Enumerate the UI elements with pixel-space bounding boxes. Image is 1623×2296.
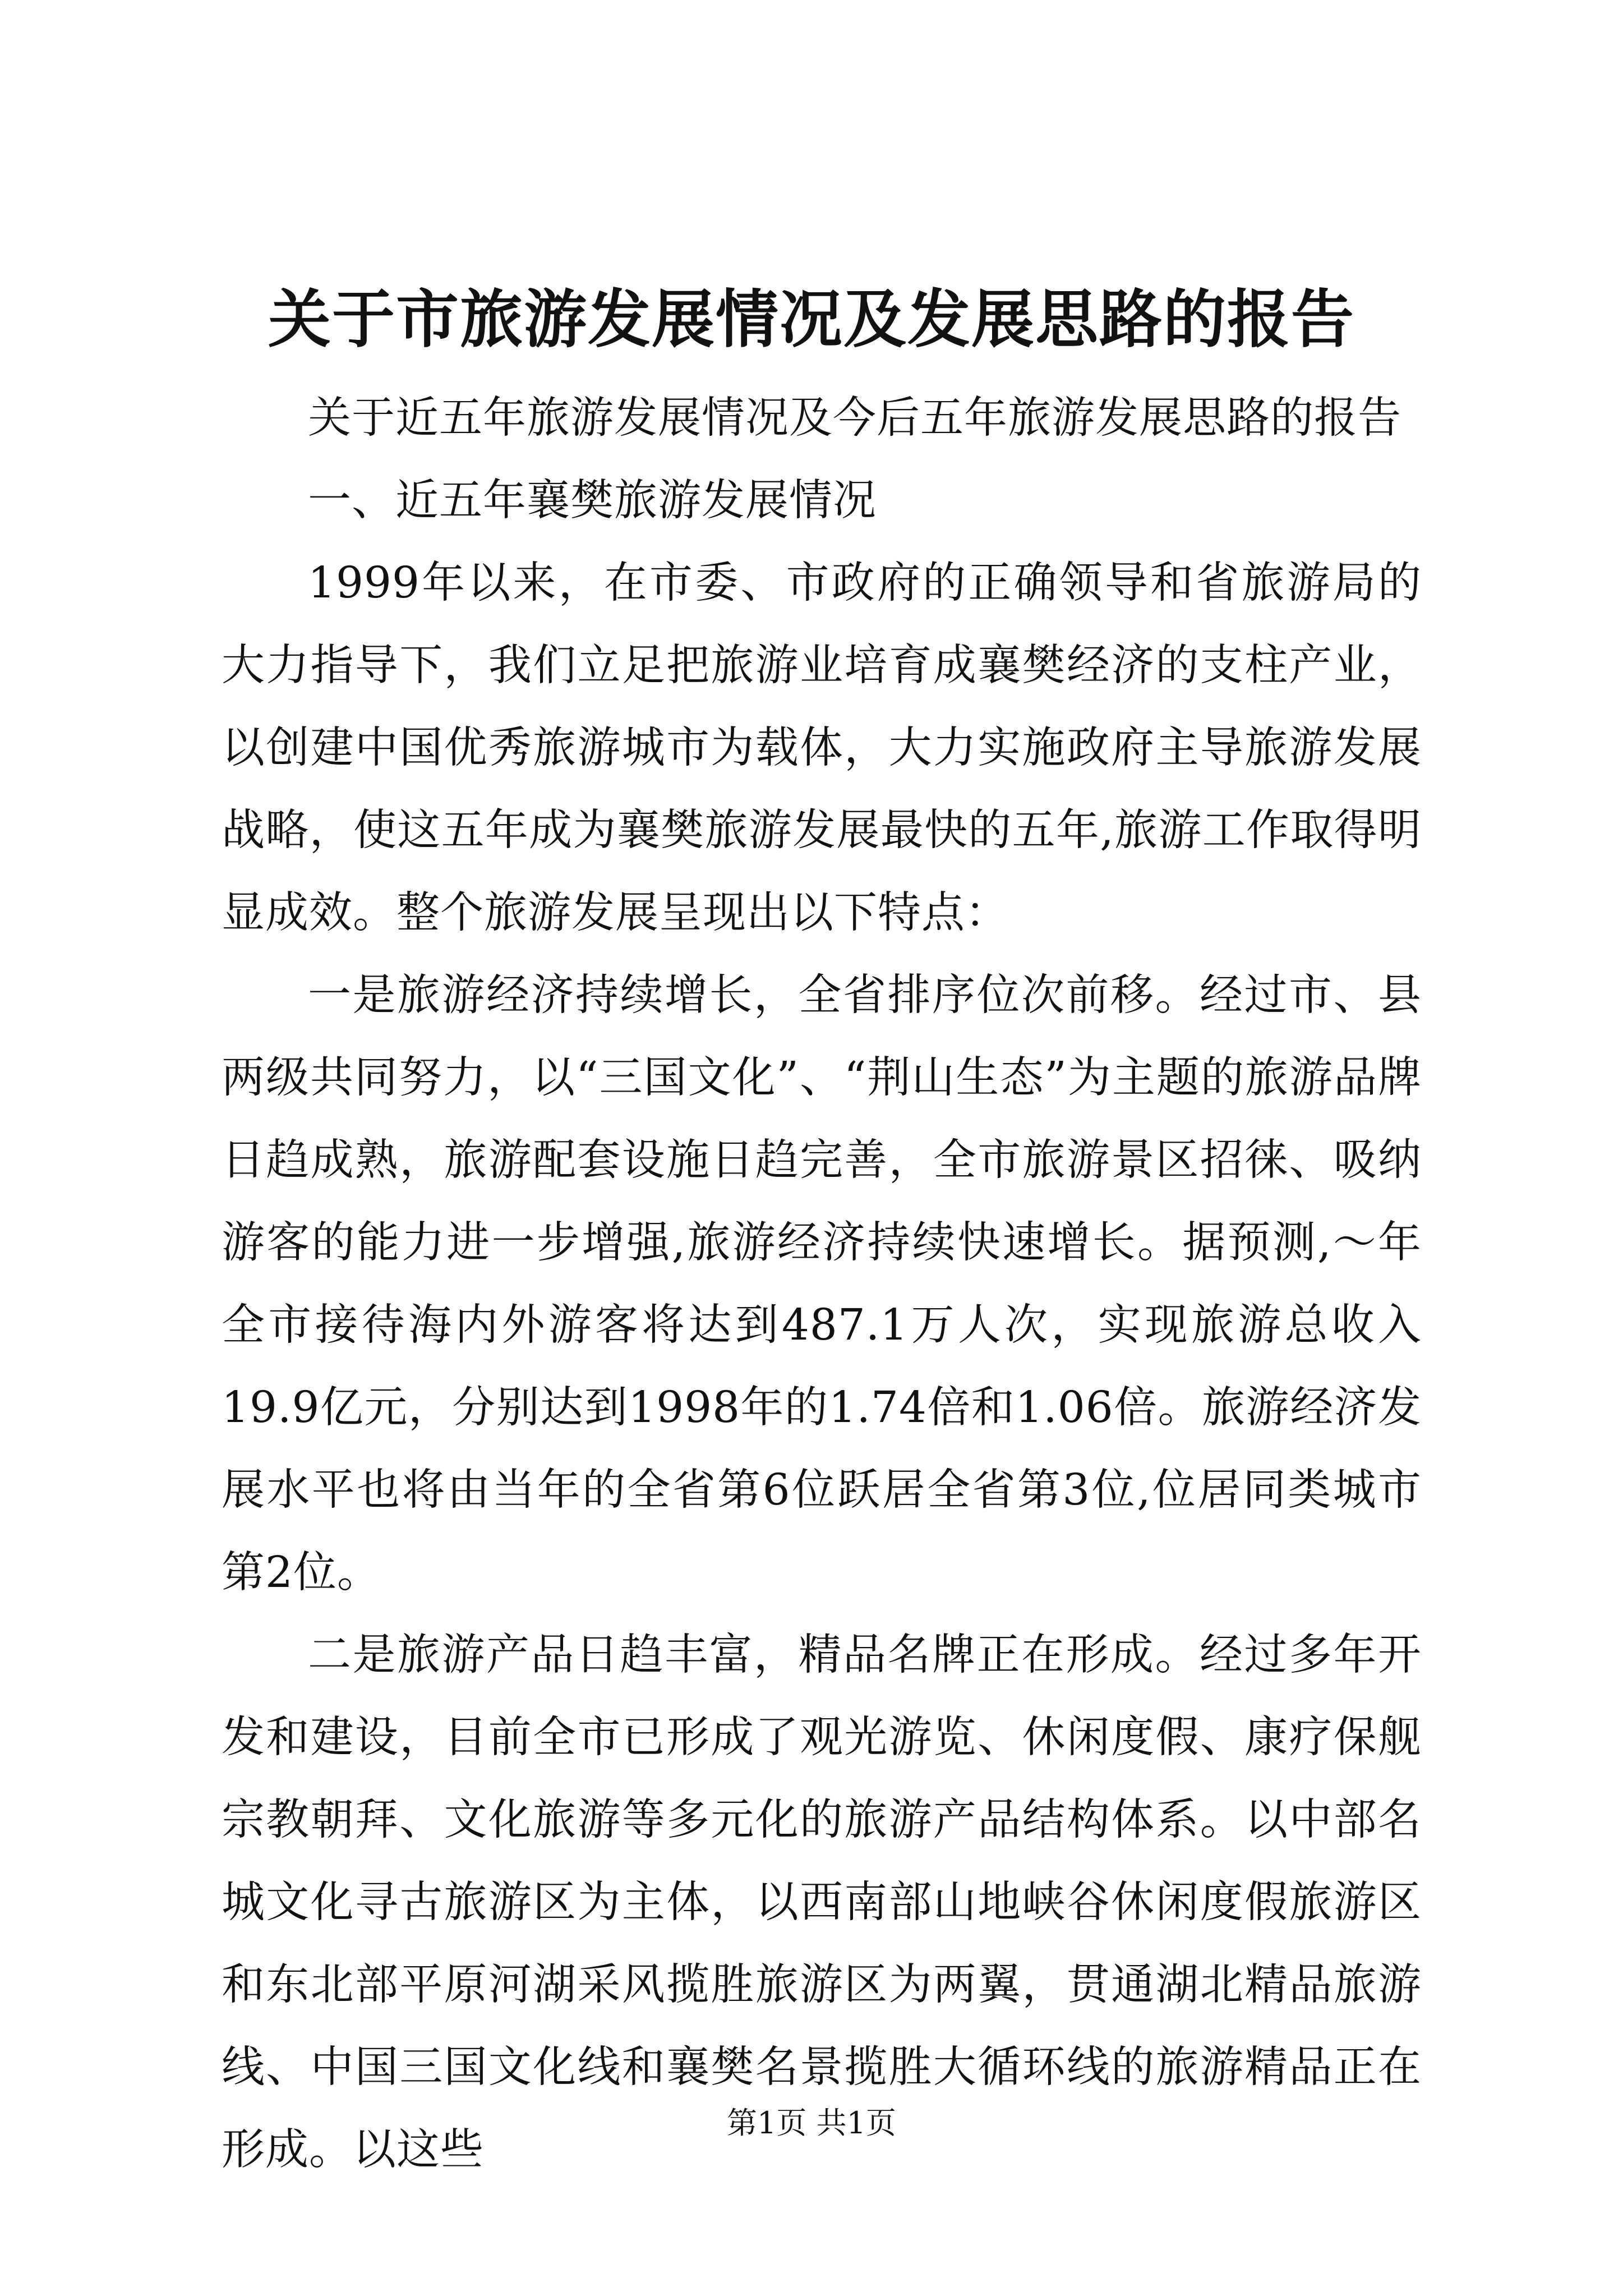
paragraph-intro: 1999年以来，在市委、市政府的正确领导和省旅游局的大力指导下，我们立足把旅游业培育成襄樊经济的支柱产业，以创建中国优秀旅游城市为载体，大力实施政府主导旅游发展战略，使这五年成为襄樊旅游发展最快的五年,旅游工作取得明显成效。整个旅游发展呈现出以下特点： <box>222 558 1422 938</box>
document-title: 关于市旅游发展情况及发展思路的报告 <box>268 283 1355 356</box>
paragraph-point-one: 一是旅游经济持续增长，全省排序位次前移。经过市、县两级共同努力，以“三国文化”、“荆山生态”为主题的旅游品牌日趋成熟，旅游配套设施日趋完善，全市旅游景区招徕、吸纳游客的能力进一步增强,旅游经济持续快速增长。据预测,～年全市接待海内外游客将达到487.1万人次，实现旅游总收入19.9亿元，分别达到1998年的1.74倍和1.06倍。旅游经济发展水平也将由当年的全省第6位跃居全省第3位,位居同类城市第2位。 <box>222 970 1422 1598</box>
report-subtitle: 关于近五年旅游发展情况及今后五年旅游发展思路的报告 <box>308 393 1401 443</box>
document-body <box>222 377 1422 2191</box>
section-heading: 一、近五年襄樊旅游发展情况 <box>308 476 877 526</box>
page-footer: 第1页 共1页 <box>727 2105 896 2141</box>
paragraph-point-two: 二是旅游产品日趋丰富，精品名牌正在形成。经过多年开发和建设，目前全市已形成了观光游览、休闲度假、康疗保舰宗教朝拜、文化旅游等多元化的旅游产品结构体系。以中部名城文化寻古旅游区为主体，以西南部山地峡谷休闲度假旅游区和东北部平原河湖采风揽胜旅游区为两翼，贯通湖北精品旅游线、中国三国文化线和襄樊名景揽胜大循环线的旅游精品正在形成。以这些 <box>222 1630 1422 2175</box>
